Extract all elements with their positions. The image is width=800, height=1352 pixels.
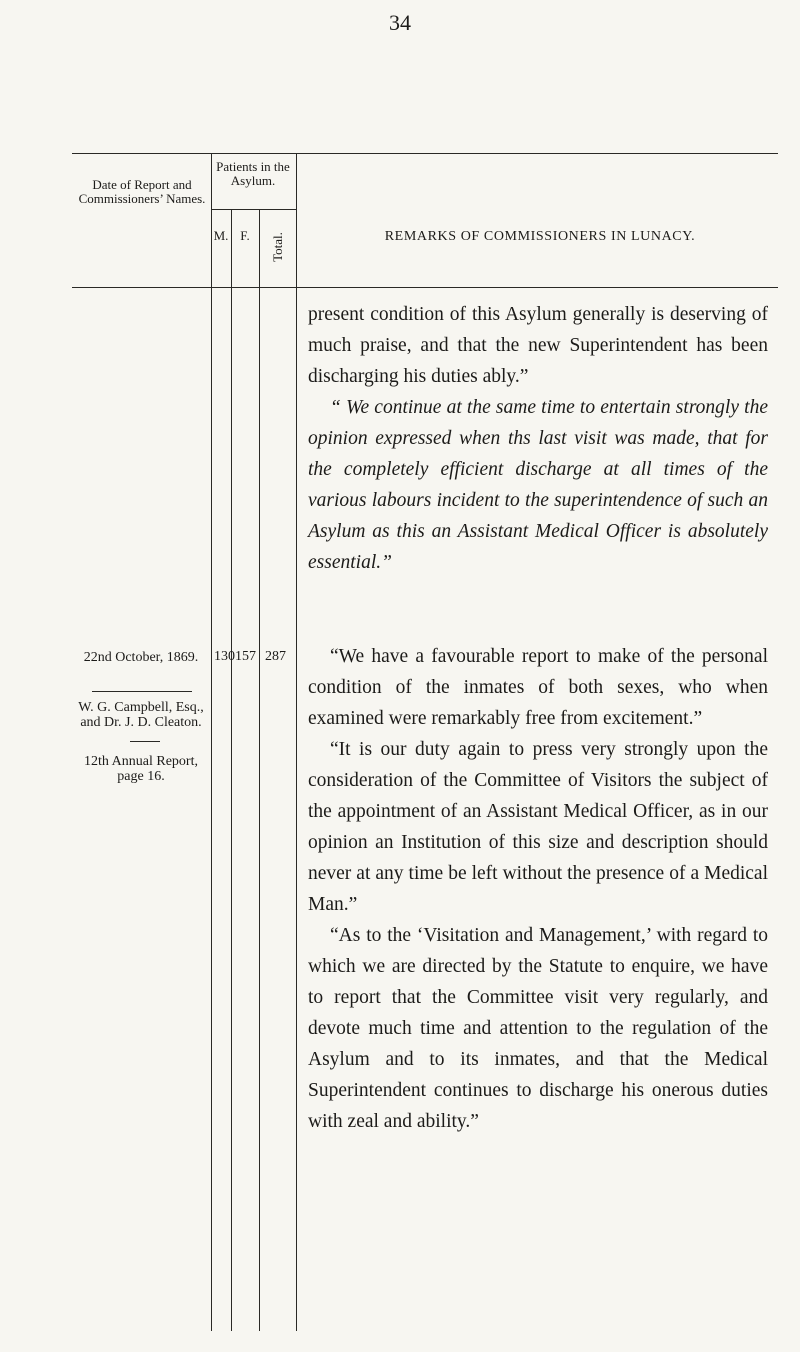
patients-subheader-rule [211,209,296,210]
col-f-header: F. [240,228,250,243]
col-m-header: M. [213,228,229,243]
column-divider-1 [211,154,212,1331]
female-count: 157 [235,649,256,664]
remarks-paragraph: “It is our duty again to press very strongly upon the consideration of the Committee of Visitors the subject of the appointment of an Assistant Medical Officer, as in our opinion an Institution of this size and description should never at any time be left without the presence of a Medical Man.” [308,739,768,915]
remarks-paragraph: present condition of this Asylum generally is deserving of much praise, and that the new Superintendent has been discharging his duties ably.” [308,304,768,387]
page-number: 34 [389,10,411,35]
commissioners-separator-rule [92,691,192,692]
annual-report-reference: 12th Annual Report, page 16. [84,754,198,784]
male-count: 130 [214,649,235,664]
column-divider-2 [231,209,232,1331]
remarks-paragraph: “ We continue at the same time to entertain strongly the opinion expressed when ths last visit was made, that for the completely efficient discharge at all times of the various labours incident to the superintendence of such an Asylum as this an Assistant Medical Officer is absolutely essential.” [308,397,768,573]
remarks-paragraph: “As to the ‘Visitation and Management,’ with regard to which we are directed by the Statute to enquire, we have to report that the Committee visit very regularly, and devote much time and attention to the regulation of the Asylum and to its inmates, and that the Medical Superintendent continues to discharge his onerous duties with zeal and ability.” [308,925,768,1132]
total-count: 287 [265,649,286,664]
remarks-heading: REMARKS OF COMMISSIONERS IN LUNACY. [384,229,696,244]
column-divider-4 [296,154,297,1331]
col-total-header: Total. [270,232,285,262]
report-date: 22nd October, 1869. [83,650,199,665]
header-bottom-rule [72,287,778,288]
date-column-header: Date of Report and Commissioners’ Names. [78,177,206,206]
column-divider-3 [259,209,260,1331]
patients-group-header: Patients in the Asylum. [216,159,290,188]
remarks-block-2 [308,641,768,1137]
commissioners-names: W. G. Campbell, Esq., and Dr. J. D. Cleaton. [78,700,204,730]
remarks-block-1 [308,299,768,578]
top-rule [72,153,778,154]
reference-separator-rule [130,741,160,742]
remarks-paragraph: “We have a favourable report to make of the personal condition of the inmates of both sexes, who when examined were remarkably free from excitement.” [308,646,768,729]
